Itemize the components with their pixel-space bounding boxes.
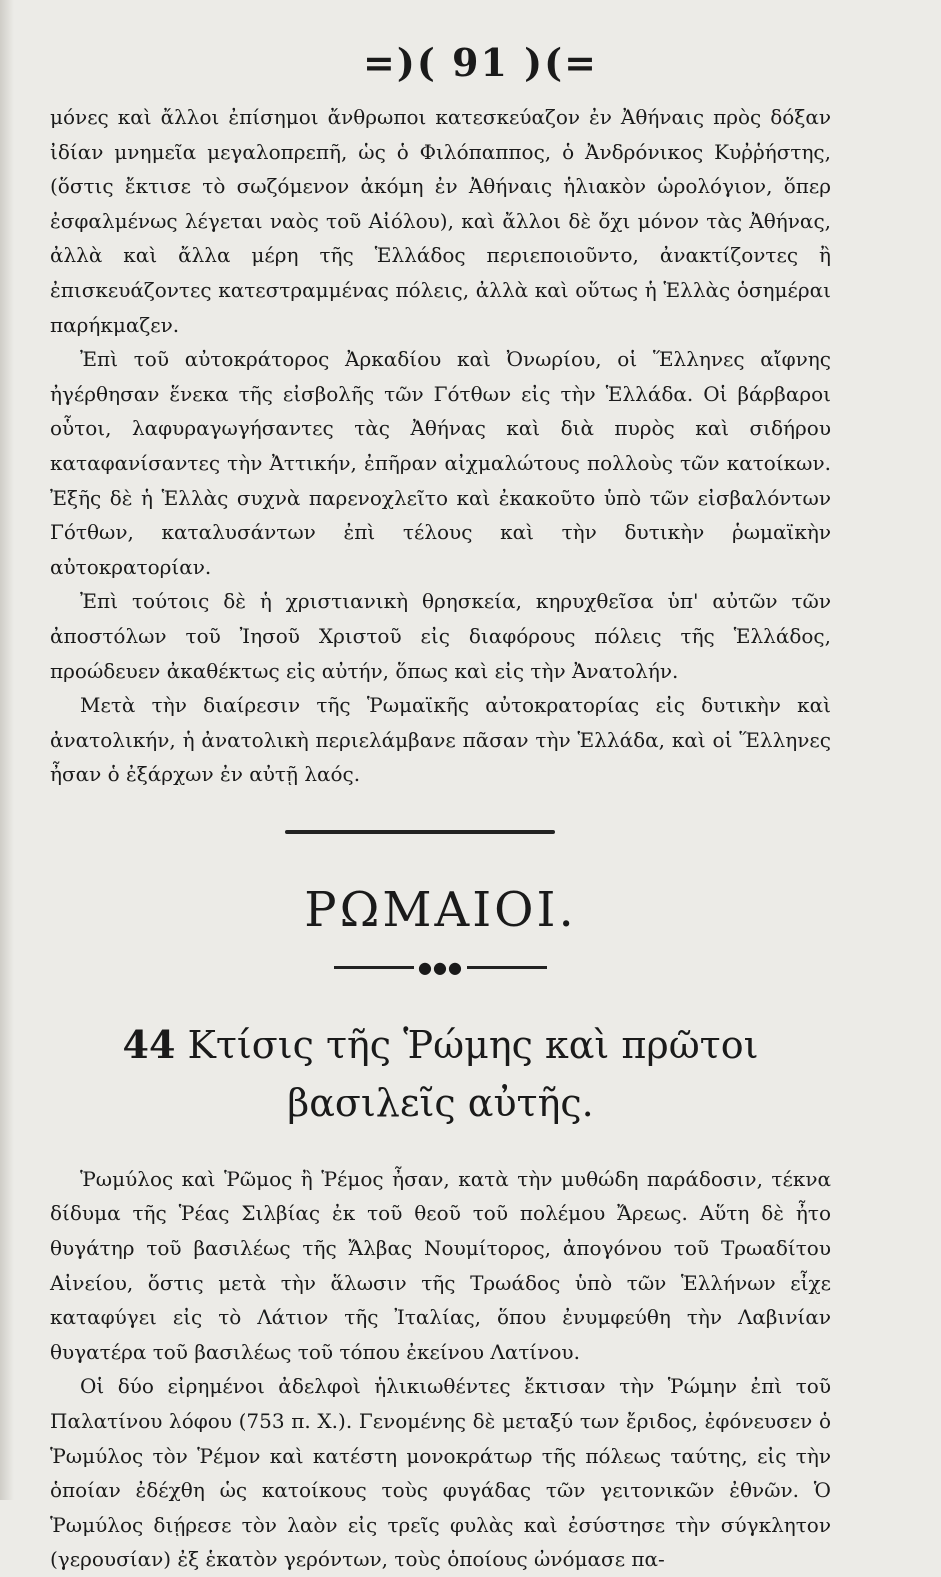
paragraph-bottom-2: Οἱ δύο εἰρημένοι ἀδελφοὶ ἡλικιωθέντες ἔκτισαν τὴν Ῥώμην ἐπὶ τοῦ Παλατίνου λόφου (753 π. Χ.). Γενομένης δὲ μεταξύ των ἔριδος, ἐφόνευσεν ὁ Ῥωμύλος τὸν Ῥέμον καὶ κατέστη μονοκράτωρ τῆς πόλεως ταύτης, εἰς τὴν ὁποίαν ἐδέχθη ὡς κατοίκους τοὺς φυγάδας τῶν γειτονικῶν ἐθνῶν. Ὁ Ῥωμύλος διῄρεσε τὸν λαὸν εἰς τρεῖς φυλὰς καὶ ἐσύστησε τὴν σύγκλητον (γερουσίαν) ἐξ ἑκατὸν γερόντων, τοὺς ὁποίους ὠνόμασε πα- — [50, 1374, 831, 1572]
paragraph-bottom-1: Ῥωμύλος καὶ Ῥῶμος ἢ Ῥέμος ἦσαν, κατὰ τὴν μυθώδη παράδοσιν, τέκνα δίδυμα τῆς Ῥέας Σιλβίας ἐκ τοῦ θεοῦ τοῦ πολέμου Ἄρεως. Αὕτη δὲ ἦτο θυγάτηρ τοῦ βασιλέως τῆς Ἄλβας Νουμίτορος, ἀπογόνου τοῦ Τρωαδίτου Αἰνείου, ὅστις μετὰ τὴν ἅλωσιν τῆς Τρωάδος ὑπὸ τῶν Ἑλλήνων εἶχε καταφύγει εἰς τὸ Λάτιον τῆς Ἰταλίας, ὅπου ἐνυμφεύθη τὴν Λαβινίαν θυγατέρα τοῦ βασιλέως τοῦ τόπου ἐκείνου Λατίνου. — [50, 1166, 831, 1364]
section-title: ΡΩΜΑΙΟΙ. — [304, 881, 577, 938]
bottom-text-block — [50, 1162, 831, 1577]
ornament-dots: ●●● — [418, 957, 463, 977]
ornament-line-left — [334, 966, 414, 969]
section-ornament — [50, 954, 831, 978]
chapter-number: 44 — [122, 1021, 176, 1067]
paragraph-top-1: μόνες καὶ ἄλλοι ἐπίσημοι ἄνθρωποι κατεσκεύαζον ἐν Ἀθήναις πρὸς δόξαν ἰδίαν μνημεῖα μεγαλοπρεπῆ, ὡς ὁ Φιλόπαππος, ὁ Ἀνδρόνικος Κυῤῥήστης, (ὅστις ἔκτισε τὸ σωζόμενον ἀκόμη ἐν Ἀθήναις ἡλιακὸν ὡρολόγιον, ὅπερ ἐσφαλμένως λέγεται ναὸς τοῦ Αἰόλου), καὶ ἄλλοι δὲ ὄχι μόνον τὰς Ἀθήνας, ἀλλὰ καὶ ἄλλα μέρη τῆς Ἑλλάδος περιεποιοῦντο, ἀνακτίζοντες ἢ ἐπισκευάζοντες κατεστραμμένας πόλεις, ἀλλὰ καὶ οὕτως ἡ Ἑλλὰς ὁσημέραι παρήκμαζεν. — [50, 105, 831, 337]
paragraph-top-3: Ἐπὶ τούτοις δὲ ἡ χριστιανικὴ θρησκεία, κηρυχθεῖσα ὑπ' αὐτῶν τῶν ἀποστόλων τοῦ Ἰησοῦ Χριστοῦ εἰς διαφόρους πόλεις τῆς Ἑλλάδος, προώδευεν ἀκαθέκτως εἰς αὐτήν, ὅπως καὶ εἰς τὴν Ἀνατολήν. — [50, 589, 831, 683]
paragraph-top-2: Ἐπὶ τοῦ αὐτοκράτορος Ἀρκαδίου καὶ Ὀνωρίου, οἱ Ἕλληνες αἴφνης ἠγέρθησαν ἕνεκα τῆς εἰσβολῆς τῶν Γότθων εἰς τὴν Ἑλλάδα. Οἱ βάρβαροι οὗτοι, λαφυραγωγήσαντες τὰς Ἀθήνας καὶ διὰ πυρὸς καὶ σιδήρου καταφανίσαντες τὴν Ἀττικήν, ἐπῆραν αἰχμαλώτους πολλοὺς τῶν κατοίκων. Ἐξῆς δὲ ἡ Ἑλλὰς συχνὰ παρενοχλεῖτο καὶ ἐκακοῦτο ὑπὸ τῶν εἰσβαλόντων Γότθων, καταλυσάντων ἐπὶ τέλους καὶ τὴν δυτικὴν ῥωμαϊκὴν αὐτοκρατορίαν. — [50, 347, 831, 579]
chapter-heading — [50, 1016, 831, 1132]
paragraph-top-4: Μετὰ τὴν διαίρεσιν τῆς Ῥωμαϊκῆς αὐτοκρατορίας εἰς δυτικὴν καὶ ἀνατολικήν, ἡ ἀνατολικὴ περιελάμβανε πᾶσαν τὴν Ἑλλάδα, καὶ οἱ Ἕλληνες ἦσαν ὁ ἐξάρχων ἐν αὐτῇ λαός. — [50, 693, 831, 787]
section-romans — [50, 830, 831, 1132]
top-text-block — [50, 100, 831, 792]
ornament-line-right — [467, 966, 547, 969]
section-divider-rule — [285, 830, 555, 834]
page-number-header: =)( 91 )(= — [363, 40, 598, 85]
page-gutter-shadow — [0, 0, 14, 1500]
chapter-title-line-1: Κτίσις τῆς Ῥώμης καὶ πρῶτοι — [187, 1022, 759, 1067]
chapter-title-line-2: βασιλεῖς αὐτῆς. — [287, 1080, 594, 1125]
